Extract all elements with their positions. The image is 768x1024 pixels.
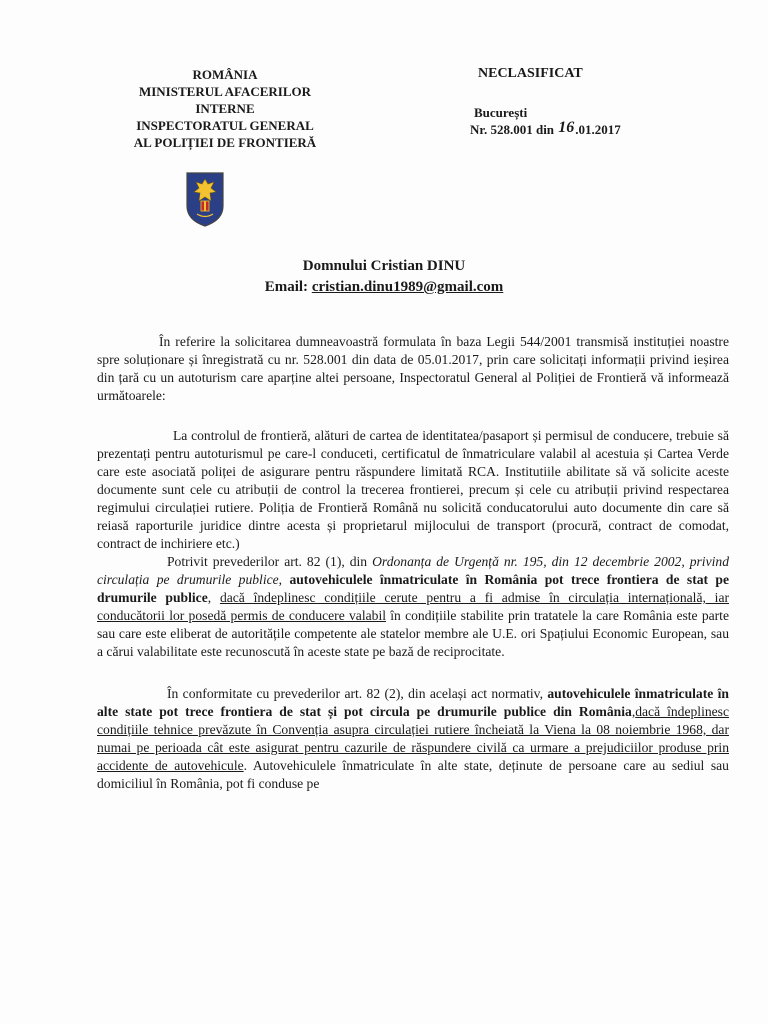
text-run: , bbox=[631, 704, 636, 719]
registration-suffix: .01.2017 bbox=[575, 122, 621, 137]
handwritten-day: 16 bbox=[558, 119, 575, 136]
institution-line: ROMÂNIA bbox=[192, 67, 258, 82]
registration-block bbox=[470, 104, 621, 138]
underlined-run: dacă îndeplinesc condițiile tehnice prevăzute în Convenția asupra circulației rutiere încheiată la Viena la 08 noiembrie 1968, dar numai pe perioada cât este asigurat pentru cazurile de răspundere civilă ca urmare a prejudiciilor produse prin accidente de autovehicule bbox=[97, 704, 729, 773]
registration-number bbox=[470, 121, 621, 138]
paragraph-art-82-2 bbox=[97, 685, 729, 793]
paragraph-art-82-1 bbox=[97, 553, 729, 661]
addressee-block bbox=[0, 256, 768, 298]
addressee-email bbox=[0, 277, 768, 298]
text-run: În conformitate cu prevederilor art. 82 (2), din același act normativ, bbox=[167, 686, 548, 701]
text-run: în condițiile stabilite prin tratatele la care România este parte sau care este eliberat de autoritățile competente ale statelor membre ale U.E. ori Spațiului Economic European, sau a cărui valabilitate este recunoscută în aceste state pe bază de reciprocitate. bbox=[97, 608, 729, 659]
institution-line: MINISTERUL AFACERILOR bbox=[138, 84, 312, 99]
bold-run: autovehiculele înmatriculate în alte state pot trece frontiera de stat și pot circula pe drumurile publice din România bbox=[97, 686, 729, 719]
institution-line: AL POLIȚIEI DE FRONTIERĂ bbox=[133, 135, 317, 150]
italic-run: Ordonanța de Urgență nr. 195, din 12 decembrie 2002, privind circulația pe drumurile publice bbox=[97, 554, 729, 587]
paragraph-documents: La controlul de frontieră, alături de cartea de identitatea/pasaport și permisul de conducere, trebuie să prezentați pentru autoturismul pe care-l conduceti, certificatul de înmatriculare valabil al acestuia și Cartea Verde care este asociată poliței de asigurare pentru răspundere limitată RCA. Institutiile abilitate să vă solicite aceste documente sunt cele cu atribuții de control la trecerea frontierei, precum și cele cu atribuții privind respectarea regimului circulației rutiere. Poliția de Frontieră Română nu solicită conducatorului auto documente din care să reiasă raporturile juridice dintre acesta și proprietarul mijlocului de transport (procură, contract de comodat, contract de inchiriere etc.) bbox=[97, 428, 729, 551]
institution-line: INTERNE bbox=[195, 101, 255, 116]
city-label: București bbox=[474, 105, 528, 120]
text-run: , bbox=[207, 590, 220, 605]
email-label: Email: bbox=[264, 279, 309, 295]
addressee-name: Domnului Cristian DINU bbox=[302, 258, 466, 274]
email-link[interactable]: cristian.dinu1989@gmail.com bbox=[311, 279, 504, 295]
letter-body bbox=[97, 333, 729, 793]
romanian-police-emblem-icon bbox=[185, 170, 225, 228]
text-run: . Autovehiculele înmatriculate în alte state, deținute de persoane care au sediul sau domiciliul în România, pot fi conduse pe bbox=[97, 758, 729, 791]
text-run: Potrivit prevederilor art. 82 (1), din bbox=[167, 554, 373, 569]
registration-prefix: Nr. 528.001 din bbox=[470, 122, 555, 137]
underlined-run: dacă îndeplinesc condițiile cerute pentru a fi admise în circulația internațională, iar conducătorii lor posedă permis de conducere valabil bbox=[97, 590, 730, 623]
text-run: , bbox=[278, 572, 290, 587]
institution-line: INSPECTORATUL GENERAL bbox=[136, 118, 314, 133]
paragraph-intro: În referire la solicitarea dumneavoastră formulata în baza Legii 544/2001 transmisă instituției noastre spre soluționare și înregistrată cu nr. 528.001 din data de 05.01.2017, prin care solicitați informații privind ieșirea din țară cu un autoturism care aparține altei persoane, Inspectoratul General al Poliției de Frontieră vă informează următoarele: bbox=[97, 334, 729, 403]
bold-run: autovehiculele înmatriculate în România pot trece frontiera de stat pe drumurile publice bbox=[97, 572, 729, 605]
classification-label: NECLASIFICAT bbox=[478, 66, 583, 81]
institution-header bbox=[100, 66, 350, 151]
